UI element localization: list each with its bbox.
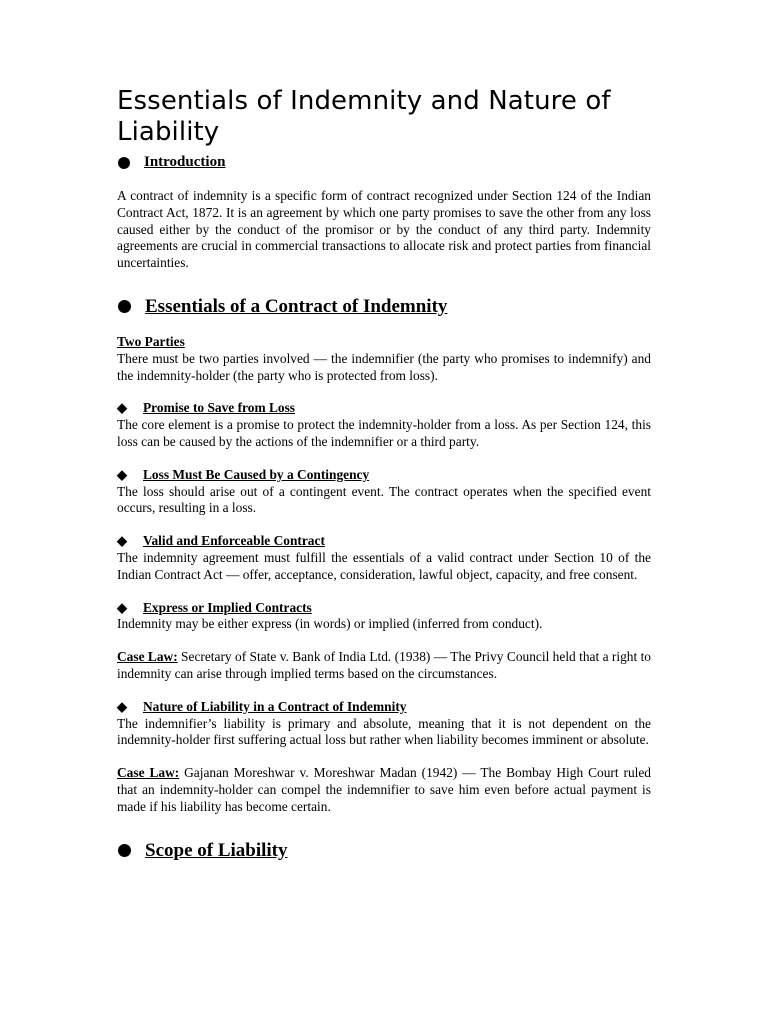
bullet-icon (118, 844, 131, 857)
contingency-heading-text: Loss Must Be Caused by a Contingency (143, 466, 370, 482)
diamond-icon: ◆ (117, 533, 127, 549)
diamond-icon: ◆ (117, 400, 127, 416)
nature-liability-heading (117, 699, 651, 716)
intro-heading (117, 154, 651, 171)
intro-heading-text: Introduction (144, 154, 226, 170)
nature-liability-heading-text: Nature of Liability in a Contract of Indemnity (143, 698, 407, 714)
contingency-heading (117, 467, 651, 484)
case-law-1 (117, 649, 651, 683)
diamond-icon: ◆ (117, 698, 127, 714)
essentials-heading (117, 296, 651, 318)
document-page (117, 86, 651, 862)
bullet-icon (118, 300, 131, 313)
document-title: Essentials of Indemnity and Nature of Liability (117, 86, 611, 147)
essentials-heading-text: Essentials of a Contract of Indemnity (145, 295, 448, 317)
promise-heading-text: Promise to Save from Loss (143, 400, 295, 416)
express-implied-paragraph: Indemnity may be either express (in words) or implied (inferred from conduct). (117, 616, 543, 632)
case-law-text: Secretary of State v. Bank of India Ltd. (1938) — The Privy Council held that a right to indemnity can arise through implied terms based on the circumstances. (117, 649, 651, 681)
valid-contract-heading (117, 533, 651, 550)
case-law-text: Gajanan Moreshwar v. Moreshwar Madan (1942) — The Bombay High Court ruled that an indemnity-holder can compel the indemnifier to save him even before actual payment is made if his liability has become certain. (117, 765, 652, 814)
scope-heading (117, 840, 651, 862)
contingency-paragraph: The loss should arise out of a contingent event. The contract operates when the specified event occurs, resulting in a loss. (117, 483, 651, 516)
promise-paragraph: The core element is a promise to protect the indemnity-holder from a loss. As per Section 124, this loss can be caused by the actions of the indemnifier or a third party. (117, 417, 651, 449)
diamond-icon: ◆ (117, 599, 127, 615)
nature-liability-paragraph: The indemnifier’s liability is primary and absolute, meaning that it is not dependent on the indemnity-holder first suffering actual loss but rather when liability becomes imminent or absolute. (117, 715, 651, 748)
two-parties-paragraph: There must be two parties involved — the indemnifier (the party who promises to indemnify) and the indemnity-holder (the party who is protected from loss). (117, 350, 651, 383)
scope-heading-text: Scope of Liability (145, 839, 288, 861)
valid-contract-heading-text: Valid and Enforceable Contract (143, 533, 325, 549)
intro-paragraph: A contract of indemnity is a specific form of contract recognized under Section 124 of the Indian Contract Act, 1872. It is an agreement by which one party promises to save the other from any loss caused either by the conduct of the promisor or by the conduct of any third party. Indemnity agreements are crucial in commercial transactions to allocate risk and protect parties from financial uncertainties. (117, 188, 651, 271)
express-implied-heading-text: Express or Implied Contracts (143, 599, 312, 615)
express-implied-heading (117, 600, 651, 617)
two-parties-heading: Two Parties (117, 333, 185, 349)
case-law-2 (117, 765, 651, 815)
bullet-icon (118, 157, 130, 169)
valid-contract-paragraph: The indemnity agreement must fulfill the essentials of a valid contract under Section 10 of the Indian Contract Act — offer, acceptance, consideration, lawful object, capacity, and free consent. (117, 549, 651, 582)
case-law-label: Case Law: (117, 765, 180, 781)
diamond-icon: ◆ (117, 466, 127, 482)
case-law-label: Case Law: (117, 649, 178, 665)
promise-heading (117, 400, 651, 417)
